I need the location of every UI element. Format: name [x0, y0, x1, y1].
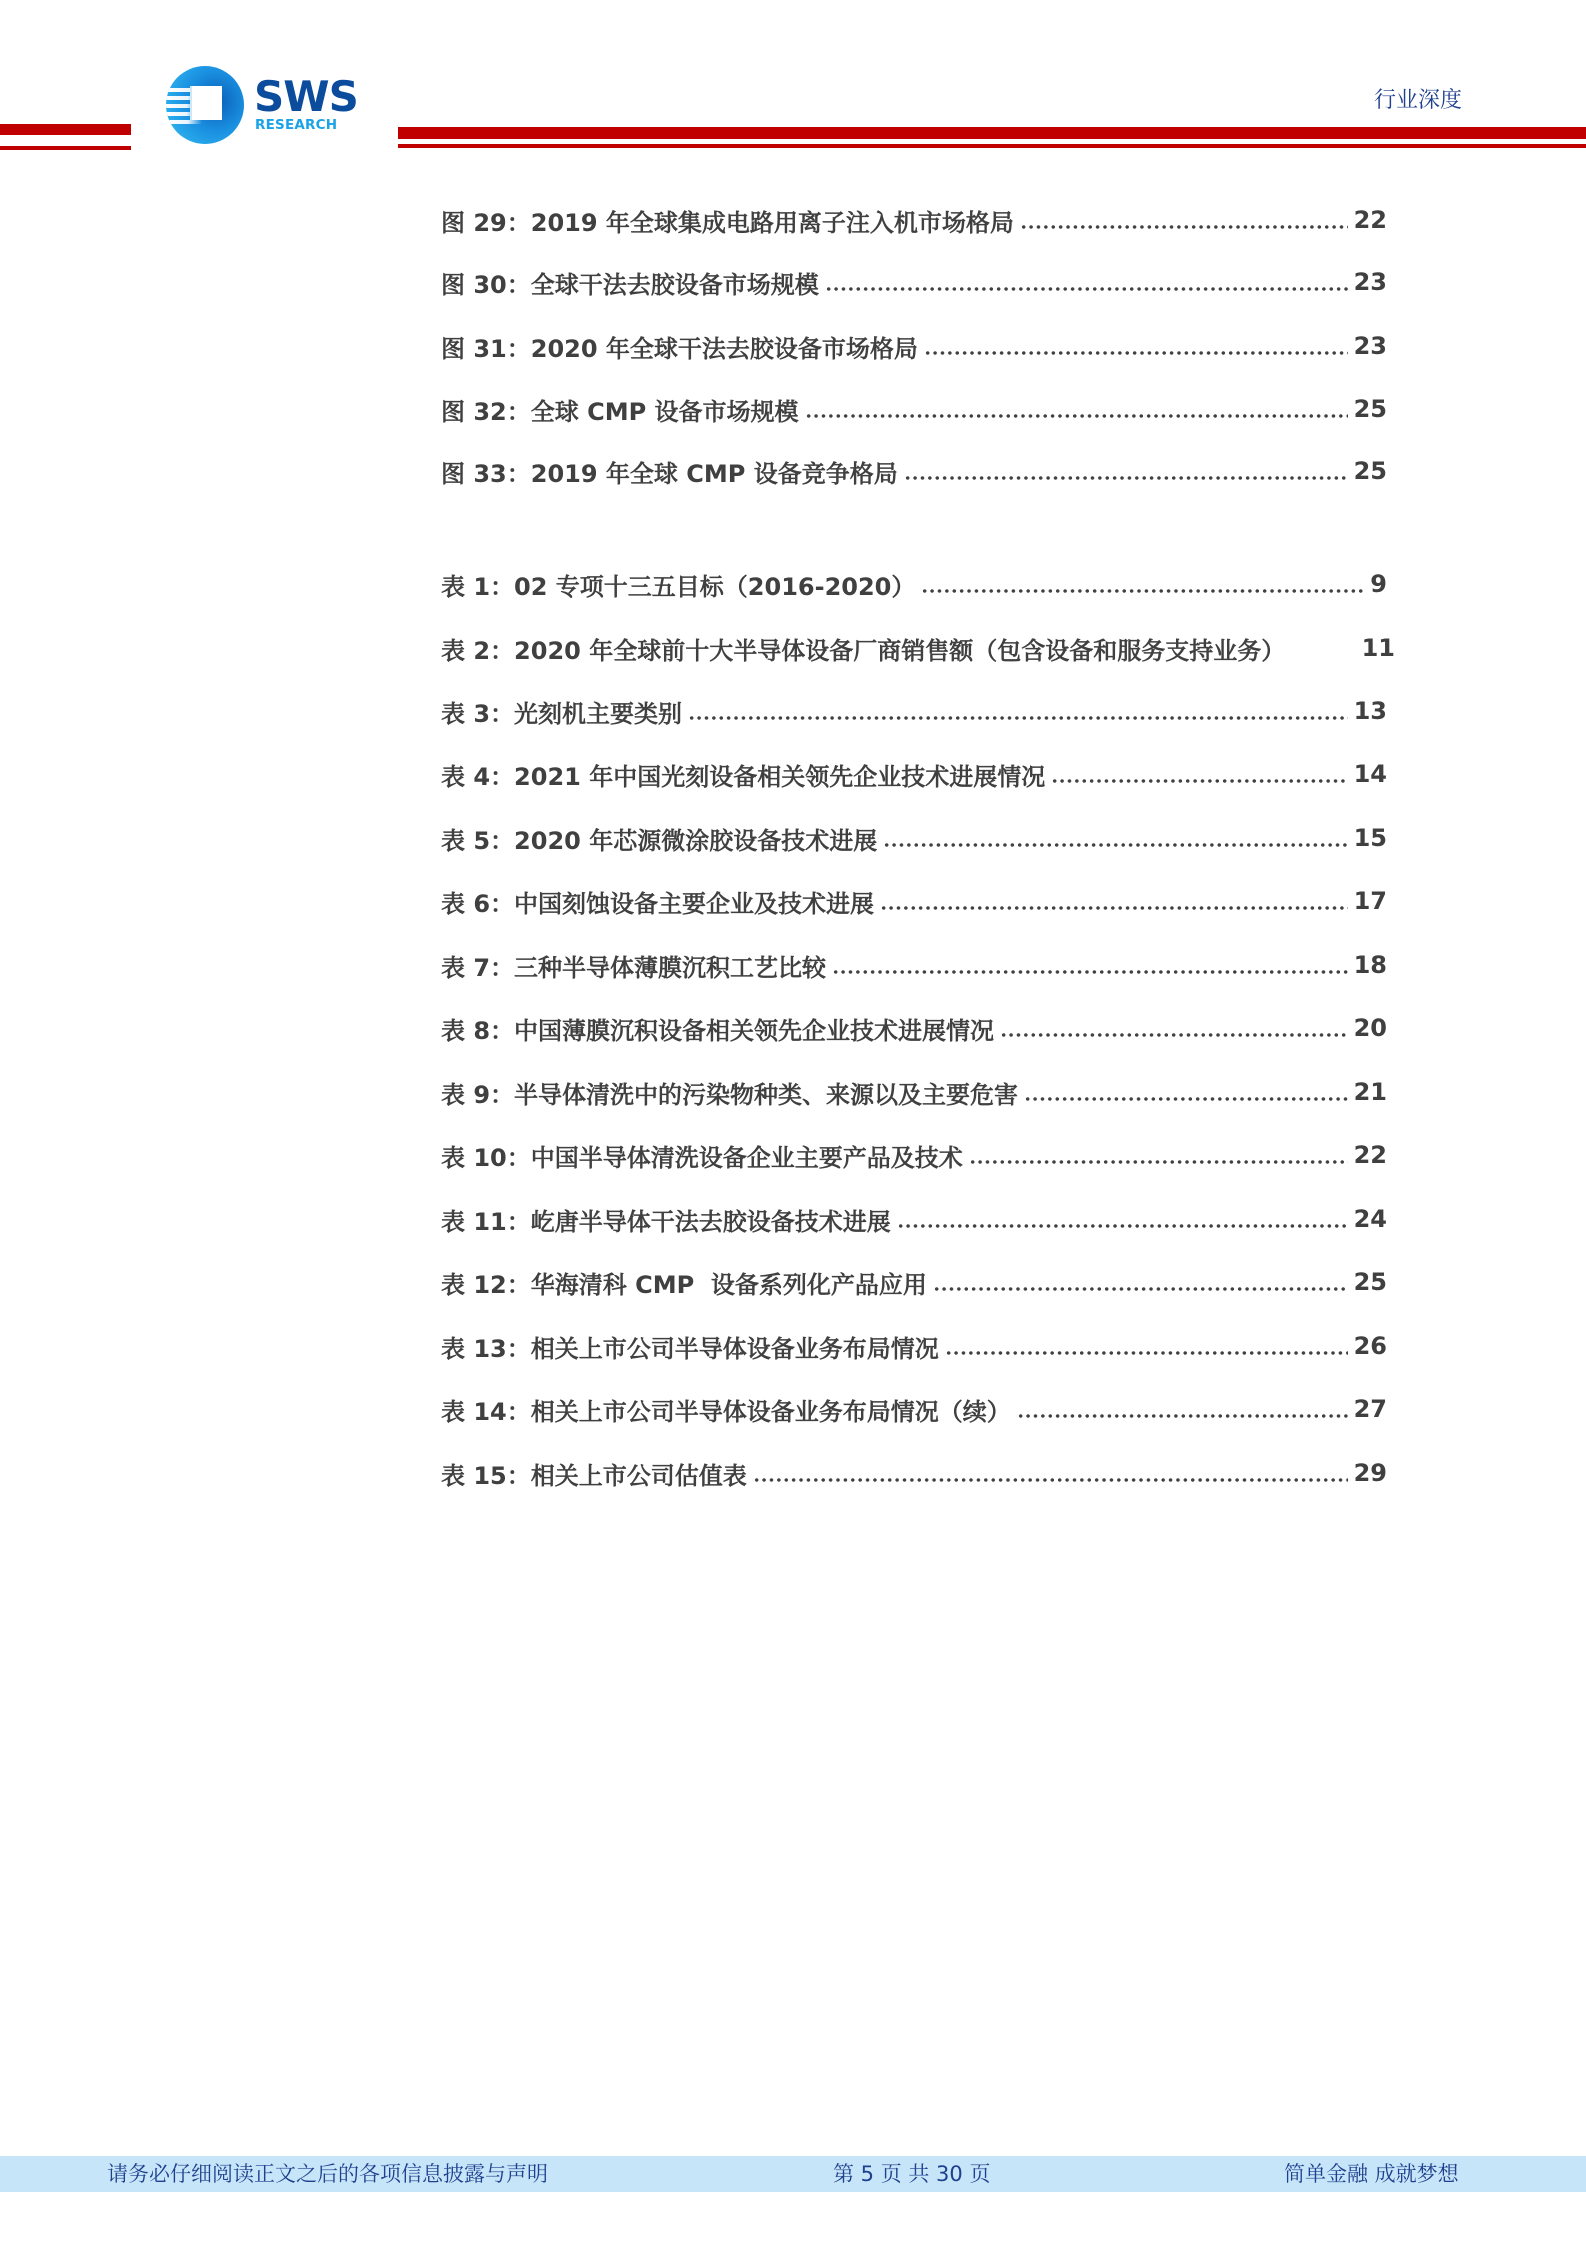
logo-wordmark: SWS [254, 72, 358, 121]
toc-entry-figure-32[interactable] [441, 392, 1387, 426]
dot-leader [897, 1223, 1348, 1229]
toc-entry-table-12[interactable] [441, 1265, 1387, 1299]
toc-entry-page: 29 [1353, 1459, 1387, 1487]
toc-entry-page: 18 [1353, 951, 1387, 979]
toc-entry-page: 23 [1353, 332, 1387, 360]
toc-entry-title: 图 31：2020 年全球干法去胶设备市场格局 [441, 334, 918, 363]
toc-entry-title: 表 12：华海清科 CMP 设备系列化产品应用 [441, 1270, 927, 1299]
dot-leader [1287, 645, 1359, 651]
dot-leader [933, 1286, 1348, 1292]
toc-entry-page: 11 [1361, 634, 1395, 662]
dot-leader [1051, 778, 1347, 784]
footer-slogan: 简单金融 成就梦想 [1284, 2162, 1459, 2186]
toc-entry-page: 22 [1353, 206, 1387, 234]
dot-leader [832, 969, 1348, 975]
toc-entry-title: 表 7：三种半导体薄膜沉积工艺比较 [441, 953, 827, 982]
toc-entry-title: 表 5：2020 年芯源微涂胶设备技术进展 [441, 826, 878, 855]
dot-leader [880, 905, 1348, 911]
header-rule-right-thick [398, 127, 1586, 139]
dot-leader [825, 286, 1348, 292]
toc-entry-page: 17 [1353, 887, 1387, 915]
toc-entry-title: 表 3：光刻机主要类别 [441, 699, 683, 728]
dot-leader [1017, 1413, 1348, 1419]
footer-page-info: 第 5 页 共 30 页 [833, 2162, 991, 2186]
header-rule-left-thick [0, 124, 131, 135]
dot-leader [924, 350, 1348, 356]
toc-entry-table-9[interactable] [441, 1075, 1387, 1109]
toc-entry-table-10[interactable] [441, 1138, 1387, 1172]
toc-entry-title: 图 32：全球 CMP 设备市场规模 [441, 397, 799, 426]
dot-leader [883, 842, 1347, 848]
toc-entry-page: 13 [1353, 697, 1387, 725]
dot-leader [1020, 224, 1348, 230]
dot-leader [688, 715, 1348, 721]
dot-leader [945, 1350, 1348, 1356]
toc-entry-figure-30[interactable] [441, 265, 1387, 299]
toc-entry-table-8[interactable] [441, 1011, 1387, 1045]
header-rule-right-thin [398, 144, 1586, 148]
toc-entry-title: 表 4：2021 年中国光刻设备相关领先企业技术进展情况 [441, 762, 1046, 791]
toc-entry-table-14[interactable] [441, 1392, 1387, 1426]
toc-entry-table-2[interactable] [441, 631, 1395, 665]
dot-leader [904, 475, 1348, 481]
toc-entry-table-5[interactable] [441, 821, 1387, 855]
toc-entry-page: 26 [1353, 1332, 1387, 1360]
toc-entry-page: 25 [1353, 395, 1387, 423]
toc-entry-table-13[interactable] [441, 1329, 1387, 1363]
toc-entry-page: 15 [1353, 824, 1387, 852]
toc-entry-title: 图 29：2019 年全球集成电路用离子注入机市场格局 [441, 208, 1014, 237]
toc-entry-page: 20 [1353, 1014, 1387, 1042]
logo-emblem-icon [166, 66, 244, 144]
toc-entry-page: 27 [1353, 1395, 1387, 1423]
toc-entry-page: 25 [1353, 1268, 1387, 1296]
dot-leader [1000, 1032, 1348, 1038]
sws-logo [166, 66, 376, 146]
toc-entry-title: 表 8：中国薄膜沉积设备相关领先企业技术进展情况 [441, 1016, 995, 1045]
footer-disclaimer: 请务必仔细阅读正文之后的各项信息披露与声明 [107, 2162, 548, 2186]
toc-entry-figure-33[interactable] [441, 454, 1387, 488]
toc-entry-figure-29[interactable] [441, 203, 1387, 237]
toc-entry-title: 表 15：相关上市公司估值表 [441, 1461, 747, 1490]
toc-entry-page: 25 [1353, 457, 1387, 485]
dot-leader [1024, 1096, 1348, 1102]
toc-entry-title: 表 9：半导体清洗中的污染物种类、来源以及主要危害 [441, 1080, 1019, 1109]
toc-entry-table-6[interactable] [441, 884, 1387, 918]
toc-entry-table-4[interactable] [441, 757, 1387, 791]
toc-entry-title: 表 14：相关上市公司半导体设备业务布局情况（续） [441, 1397, 1011, 1426]
toc-entry-table-7[interactable] [441, 948, 1387, 982]
toc-entry-page: 24 [1353, 1205, 1387, 1233]
toc-entry-title: 表 1：02 专项十三五目标（2016-2020） [441, 572, 916, 601]
toc-entry-table-3[interactable] [441, 694, 1387, 728]
toc-entry-table-11[interactable] [441, 1202, 1387, 1236]
toc-entry-title: 表 13：相关上市公司半导体设备业务布局情况 [441, 1334, 939, 1363]
toc-entry-page: 14 [1353, 760, 1387, 788]
toc-entry-title: 表 11：屹唐半导体干法去胶设备技术进展 [441, 1207, 891, 1236]
dot-leader [969, 1159, 1348, 1165]
toc-entry-page: 21 [1353, 1078, 1387, 1106]
toc-entry-title: 图 30：全球干法去胶设备市场规模 [441, 270, 819, 299]
toc-entry-title: 表 6：中国刻蚀设备主要企业及技术进展 [441, 889, 875, 918]
dot-leader [921, 588, 1364, 594]
dot-leader [753, 1477, 1348, 1483]
toc-entry-title: 表 2：2020 年全球前十大半导体设备厂商销售额（包含设备和服务支持业务） [441, 636, 1286, 665]
toc-entry-title: 表 10：中国半导体清洗设备企业主要产品及技术 [441, 1143, 963, 1172]
document-type-label: 行业深度 [1374, 88, 1463, 113]
logo-subtitle: RESEARCH [255, 117, 338, 133]
toc-entry-page: 23 [1353, 268, 1387, 296]
toc-entry-title: 图 33：2019 年全球 CMP 设备竞争格局 [441, 459, 898, 488]
toc-entry-table-1[interactable] [441, 567, 1387, 601]
toc-entry-table-15[interactable] [441, 1456, 1387, 1490]
toc-entry-page: 9 [1370, 570, 1387, 598]
toc-entry-figure-31[interactable] [441, 329, 1387, 363]
toc-entry-page: 22 [1353, 1141, 1387, 1169]
header-rule-left-thin [0, 146, 131, 150]
dot-leader [805, 413, 1348, 419]
